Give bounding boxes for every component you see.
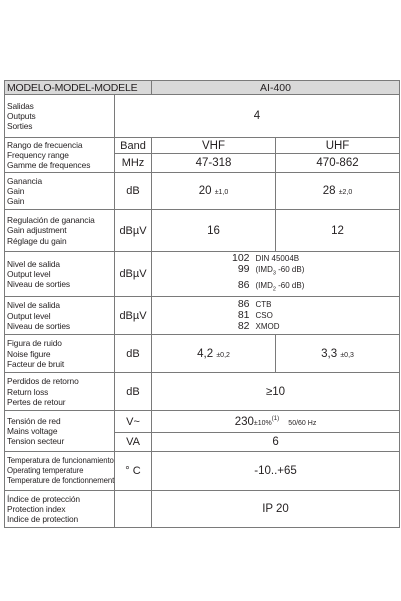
output-level-2-label: Nivel de salida Output level Niveau de sorties bbox=[5, 297, 115, 335]
spec-table bbox=[4, 80, 400, 528]
output-level-line: 82 XMOD bbox=[237, 320, 280, 333]
band-unit: Band bbox=[115, 138, 152, 154]
gain-vhf: 20 ±1,0 bbox=[152, 173, 276, 210]
temperature-value: -10..+65 bbox=[152, 452, 400, 491]
gain-uhf: 28 ±2,0 bbox=[276, 173, 400, 210]
gain-unit: dB bbox=[115, 173, 152, 210]
noise-figure-vhf: 4,2 ±0,2 bbox=[152, 335, 276, 373]
row-frequency-band bbox=[5, 138, 400, 154]
row-gain-adjustment bbox=[5, 210, 400, 252]
row-protection bbox=[5, 491, 400, 528]
temperature-label: Temperatura de funcionamiento Operating temperature Temperature de fonctionnement bbox=[5, 452, 115, 491]
noise-figure-label: Figura de ruido Noise figure Facteur de bruit bbox=[5, 335, 115, 373]
gain-adjustment-unit: dBµV bbox=[115, 210, 152, 252]
gain-adjustment-vhf: 16 bbox=[152, 210, 276, 252]
gain-adjustment-uhf: 12 bbox=[276, 210, 400, 252]
protection-unit bbox=[115, 491, 152, 528]
frequency-label: Rango de frecuencia Frequency range Gamme de frequences bbox=[5, 138, 115, 173]
gain-label: Ganancia Gain Gain bbox=[5, 173, 115, 210]
protection-label: Índice de protección Protection index Indice de protection bbox=[5, 491, 115, 528]
gain-adjustment-label: Regulación de ganancia Gain adjustment Réglage du gain bbox=[5, 210, 115, 252]
return-loss-value: ≥10 bbox=[152, 373, 400, 411]
output-level-1-unit: dBµV bbox=[115, 252, 152, 297]
voltage-value: 230±10%$^{(1)}$ 50/60 Hz bbox=[152, 411, 400, 433]
mhz-unit: MHz bbox=[115, 154, 152, 173]
row-output-level-2 bbox=[5, 297, 400, 335]
outputs-value: 4 bbox=[115, 95, 400, 138]
temperature-unit: ° C bbox=[115, 452, 152, 491]
output-level-line: 99 ($IMD_3$ -60 dB) bbox=[237, 263, 305, 277]
output-level-line: 102 DIN 45004B bbox=[231, 252, 300, 264]
row-gain bbox=[5, 173, 400, 210]
noise-figure-uhf: 3,3 ±0,3 bbox=[276, 335, 400, 373]
row-return-loss bbox=[5, 373, 400, 411]
row-mains-voltage bbox=[5, 411, 400, 433]
output-level-1-label: Nivel de salida Output level Niveau de sorties bbox=[5, 252, 115, 297]
output-level-2-unit: dBµV bbox=[115, 297, 152, 335]
output-level-line: 86 CTB bbox=[237, 298, 272, 311]
row-outputs bbox=[5, 95, 400, 138]
outputs-label: Salidas Outputs Sorties bbox=[5, 95, 115, 138]
output-level-line: 81 CSO bbox=[237, 309, 273, 322]
return-loss-unit: dB bbox=[115, 373, 152, 411]
output-level-line: 86 ($IMD_2$ -60 dB) bbox=[237, 278, 305, 293]
row-noise-figure bbox=[5, 335, 400, 373]
range-vhf: 47-318 bbox=[152, 154, 276, 173]
model-header-value: AI-400 bbox=[152, 81, 400, 95]
noise-figure-unit: dB bbox=[115, 335, 152, 373]
voltage-unit: V~ bbox=[115, 411, 152, 433]
range-uhf: 470-862 bbox=[276, 154, 400, 173]
header-row bbox=[5, 81, 400, 95]
protection-value: IP 20 bbox=[152, 491, 400, 528]
row-output-level-1 bbox=[5, 252, 400, 297]
model-header-label: MODELO-MODEL-MODELE bbox=[5, 81, 152, 95]
return-loss-label: Perdidos de retorno Return loss Pertes de retour bbox=[5, 373, 115, 411]
spec-sheet bbox=[4, 80, 399, 528]
power-unit: VA bbox=[115, 433, 152, 452]
row-temperature bbox=[5, 452, 400, 491]
voltage-label: Tensión de red Mains voltage Tension secteur bbox=[5, 411, 115, 452]
output-level-2-values bbox=[152, 297, 400, 335]
band-uhf: UHF bbox=[276, 138, 400, 154]
band-vhf: VHF bbox=[152, 138, 276, 154]
output-level-1-values bbox=[152, 252, 400, 297]
power-value: 6 bbox=[152, 433, 400, 452]
